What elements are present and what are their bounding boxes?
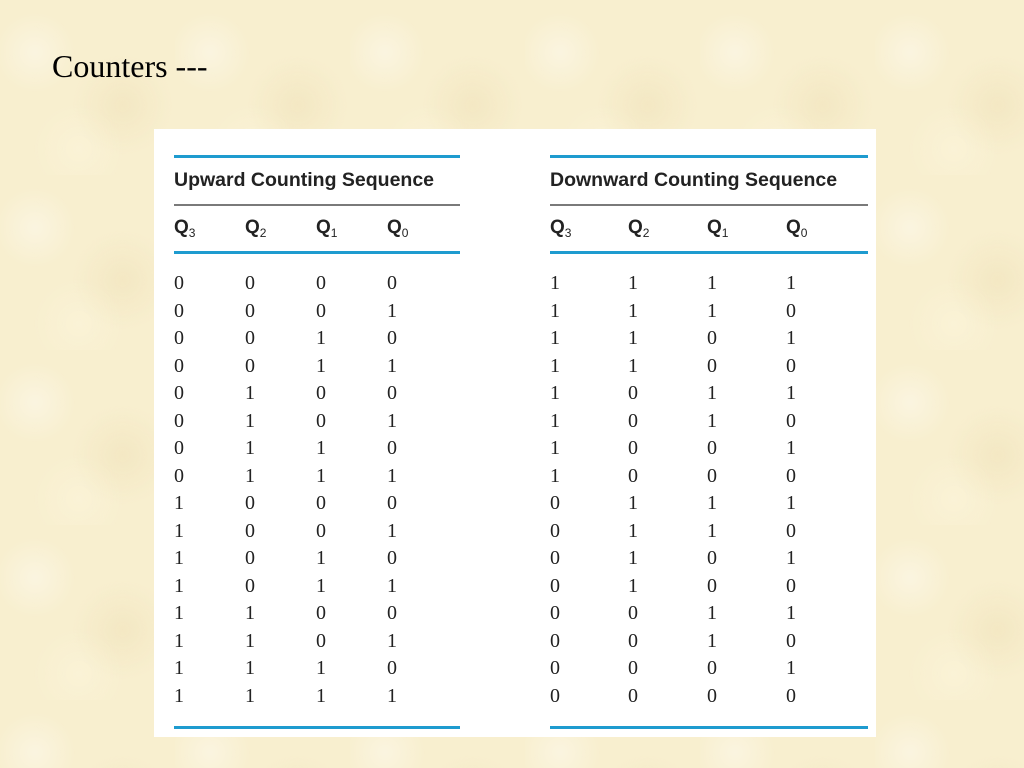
table-cell: 1 (628, 574, 638, 597)
upward-col-q3: $Q_3$ (174, 217, 196, 240)
table-cell: 0 (628, 657, 638, 679)
table-row (174, 573, 460, 601)
table-cell: 0 (387, 547, 397, 569)
table-cell: 0 (316, 629, 326, 652)
table-cell: 0 (628, 382, 638, 404)
bottom-rule (550, 726, 868, 729)
counting-sequence-table (154, 129, 876, 737)
table-row (174, 270, 460, 298)
table-cell: 1 (387, 409, 397, 432)
table-cell: 0 (707, 684, 717, 707)
table-row (174, 628, 460, 656)
table-cell: 0 (707, 464, 717, 487)
table-cell: 0 (245, 574, 255, 597)
table-cell: 1 (550, 409, 560, 432)
table-cell: 0 (174, 464, 184, 487)
table-cell: 0 (550, 684, 560, 707)
table-cell: 1 (316, 464, 326, 487)
table-row (174, 298, 460, 326)
table-cell: 1 (707, 519, 717, 542)
bottom-rule (174, 726, 460, 729)
table-row (174, 600, 460, 628)
table-cell: 1 (387, 299, 397, 322)
table-cell: 1 (387, 354, 397, 377)
table-row (550, 683, 868, 711)
upward-col-q2: $Q_2$ (245, 217, 267, 240)
table-cell: 1 (786, 382, 796, 404)
table-cell: 0 (387, 382, 397, 404)
table-row (550, 628, 868, 656)
table-cell: 1 (245, 437, 255, 459)
table-row (550, 380, 868, 408)
table-cell: 1 (245, 382, 255, 404)
table-cell: 1 (786, 492, 796, 514)
table-cell: 0 (245, 547, 255, 569)
table-cell: 0 (707, 354, 717, 377)
table-row (550, 353, 868, 381)
table-cell: 1 (387, 574, 397, 597)
table-cell: 1 (174, 519, 184, 542)
table-cell: 0 (550, 629, 560, 652)
table-cell: 1 (245, 602, 255, 624)
table-cell: 0 (245, 492, 255, 514)
table-cell: 1 (550, 299, 560, 322)
table-cell: 1 (316, 437, 326, 459)
table-cell: 1 (174, 602, 184, 624)
table-row (550, 463, 868, 491)
table-cell: 1 (628, 519, 638, 542)
table-cell: 0 (316, 382, 326, 404)
table-cell: 0 (174, 272, 184, 294)
heading-rule (550, 204, 868, 206)
table-cell: 0 (387, 272, 397, 294)
table-cell: 0 (174, 382, 184, 404)
table-cell: 0 (786, 574, 796, 597)
table-cell: 0 (786, 464, 796, 487)
table-cell: 0 (628, 409, 638, 432)
table-cell: 1 (245, 464, 255, 487)
table-cell: 0 (786, 354, 796, 377)
table-cell: 1 (245, 629, 255, 652)
table-cell: 0 (174, 437, 184, 459)
table-row (550, 655, 868, 683)
table-cell: 0 (628, 629, 638, 652)
table-cell: 1 (387, 629, 397, 652)
header-rule (550, 251, 868, 254)
table-cell: 0 (786, 629, 796, 652)
table-row (174, 655, 460, 683)
table-cell: 1 (628, 327, 638, 349)
table-cell: 0 (550, 574, 560, 597)
table-cell: 0 (316, 602, 326, 624)
table-cell: 1 (316, 547, 326, 569)
table-row (550, 298, 868, 326)
table-cell: 1 (550, 464, 560, 487)
table-cell: 0 (707, 657, 717, 679)
table-cell: 0 (316, 272, 326, 294)
upward-rows (174, 270, 460, 710)
table-cell: 1 (387, 519, 397, 542)
table-row (174, 435, 460, 463)
table-cell: 1 (174, 629, 184, 652)
table-cell: 0 (707, 437, 717, 459)
table-cell: 1 (387, 684, 397, 707)
table-cell: 1 (245, 684, 255, 707)
table-row (174, 408, 460, 436)
table-cell: 0 (387, 602, 397, 624)
table-cell: 1 (707, 272, 717, 294)
table-cell: 1 (174, 684, 184, 707)
table-cell: 1 (174, 547, 184, 569)
table-cell: 1 (786, 602, 796, 624)
table-cell: 1 (786, 547, 796, 569)
table-row (174, 380, 460, 408)
downward-col-q1: $Q_1$ (707, 217, 729, 240)
table-cell: 1 (245, 409, 255, 432)
table-cell: 0 (550, 519, 560, 542)
table-cell: 0 (316, 519, 326, 542)
upward-col-q0: $Q_0$ (387, 217, 409, 240)
table-cell: 0 (245, 327, 255, 349)
table-cell: 1 (707, 602, 717, 624)
downward-heading: Downward Counting Sequence (550, 169, 838, 191)
table-cell: 0 (628, 464, 638, 487)
table-row (550, 573, 868, 601)
table-cell: 1 (786, 272, 796, 294)
table-cell: 0 (316, 299, 326, 322)
table-cell: 1 (707, 492, 717, 514)
slide-title: Counters --- (52, 48, 208, 84)
table-cell: 1 (174, 492, 184, 514)
table-cell: 1 (316, 327, 326, 349)
downward-col-q3: $Q_3$ (550, 217, 572, 240)
table-row (550, 435, 868, 463)
table-cell: 0 (707, 574, 717, 597)
table-cell: 1 (316, 574, 326, 597)
table-cell: 0 (174, 409, 184, 432)
table-cell: 1 (174, 574, 184, 597)
table-cell: 1 (550, 272, 560, 294)
table-row (174, 490, 460, 518)
table-cell: 0 (550, 602, 560, 624)
table-cell: 0 (174, 299, 184, 322)
table-cell: 0 (174, 327, 184, 349)
table-cell: 1 (628, 547, 638, 569)
table-cell: 0 (387, 492, 397, 514)
table-cell: 1 (786, 437, 796, 459)
table-cell: 1 (550, 354, 560, 377)
table-row (174, 545, 460, 573)
table-cell: 0 (316, 492, 326, 514)
table-cell: 0 (316, 409, 326, 432)
table-cell: 1 (245, 657, 255, 679)
table-cell: 0 (245, 354, 255, 377)
upward-heading: Upward Counting Sequence (174, 169, 435, 191)
table-row (550, 600, 868, 628)
table-cell: 1 (707, 409, 717, 432)
table-cell: 0 (245, 272, 255, 294)
table-cell: 0 (628, 602, 638, 624)
table-cell: 1 (387, 464, 397, 487)
table-cell: 1 (316, 354, 326, 377)
table-row (550, 490, 868, 518)
table-cell: 0 (628, 437, 638, 459)
table-row (174, 518, 460, 546)
table-cell: 0 (245, 519, 255, 542)
table-cell: 0 (387, 657, 397, 679)
table-cell: 0 (245, 299, 255, 322)
table-cell: 1 (707, 299, 717, 322)
table-cell: 1 (550, 437, 560, 459)
table-cell: 1 (316, 684, 326, 707)
top-rule (174, 155, 460, 158)
downward-col-q0: $Q_0$ (786, 217, 808, 240)
table-cell: 0 (628, 684, 638, 707)
heading-rule (174, 204, 460, 206)
table-row (174, 325, 460, 353)
downward-rows (550, 270, 868, 710)
table-cell: 1 (628, 272, 638, 294)
table-cell: 1 (707, 382, 717, 404)
table-cell: 0 (174, 354, 184, 377)
table-cell: 0 (786, 684, 796, 707)
table-cell: 1 (550, 327, 560, 349)
table-cell: 1 (628, 354, 638, 377)
table-cell: 0 (550, 492, 560, 514)
table-row (174, 683, 460, 711)
table-row (174, 463, 460, 491)
table-row (550, 518, 868, 546)
table-row (174, 353, 460, 381)
table-row (550, 325, 868, 353)
table-cell: 0 (786, 519, 796, 542)
downward-col-q2: $Q_2$ (628, 217, 650, 240)
table-cell: 0 (387, 327, 397, 349)
table-cell: 0 (550, 657, 560, 679)
header-rule (174, 251, 460, 254)
table-cell: 0 (707, 327, 717, 349)
table-row (550, 408, 868, 436)
table-cell: 1 (550, 382, 560, 404)
table-cell: 1 (707, 629, 717, 652)
table-cell: 1 (316, 657, 326, 679)
top-rule (550, 155, 868, 158)
table-cell: 0 (786, 409, 796, 432)
table-cell: 1 (628, 492, 638, 514)
table-cell: 0 (387, 437, 397, 459)
table-row (550, 270, 868, 298)
table-cell: 1 (786, 657, 796, 679)
upward-col-q1: $Q_1$ (316, 217, 338, 240)
table-cell: 0 (707, 547, 717, 569)
table-cell: 0 (550, 547, 560, 569)
table-row (550, 545, 868, 573)
table-cell: 1 (174, 657, 184, 679)
table-cell: 0 (786, 299, 796, 322)
table-cell: 1 (628, 299, 638, 322)
table-cell: 1 (786, 327, 796, 349)
